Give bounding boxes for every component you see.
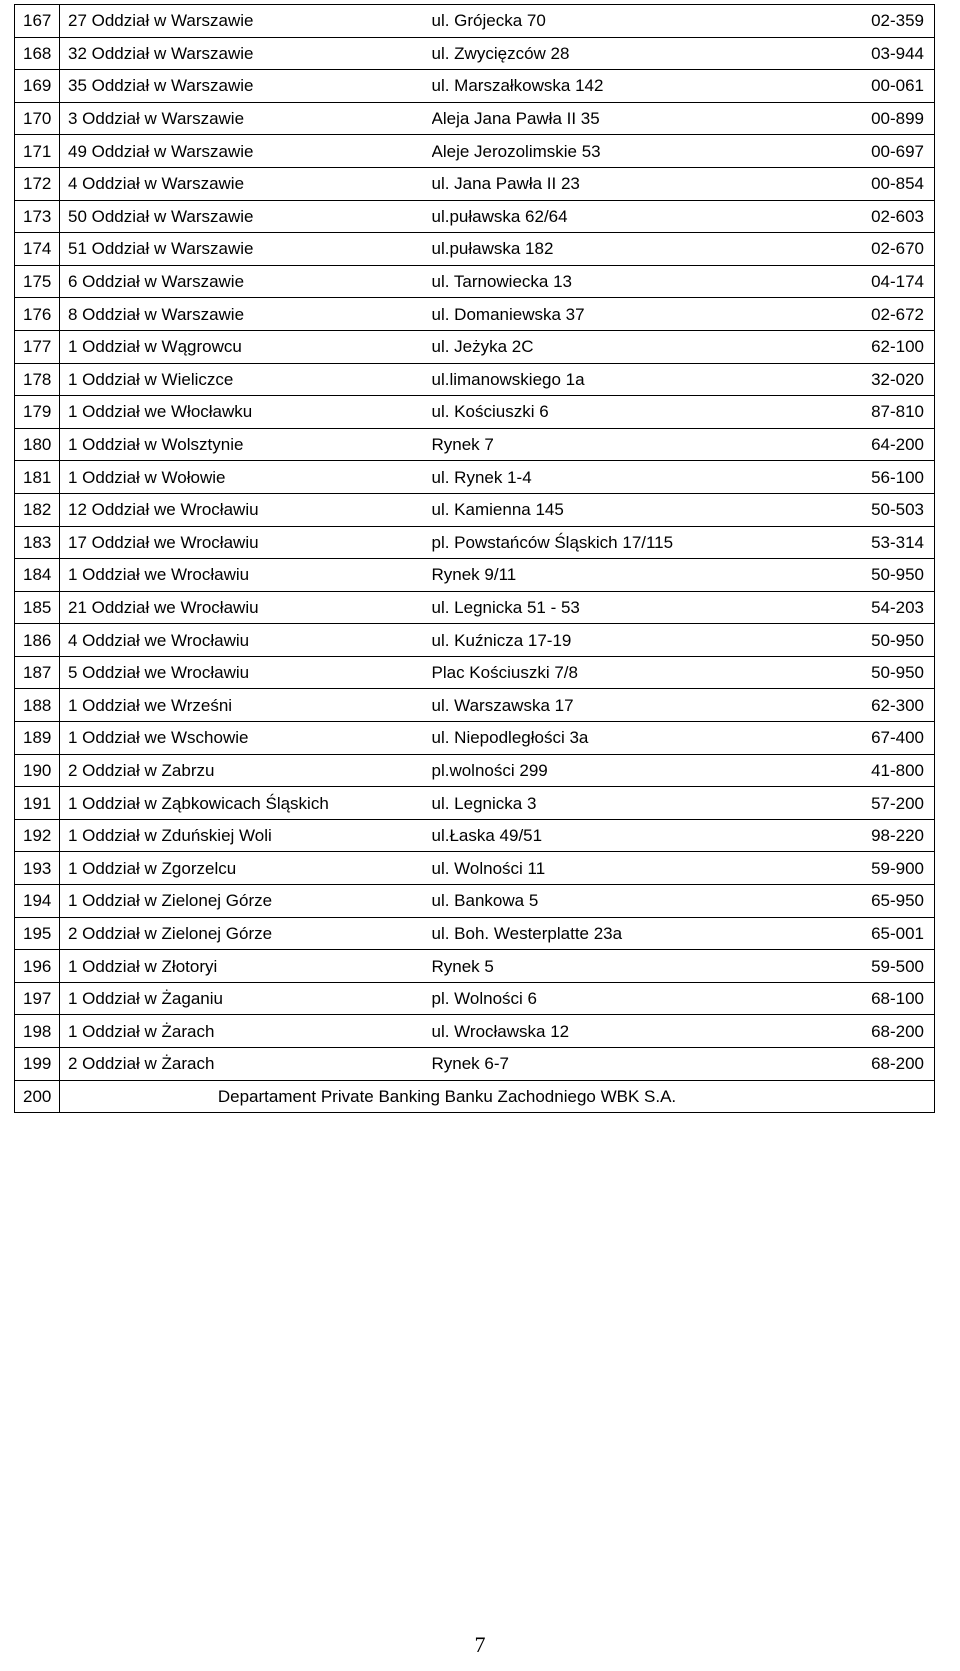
row-number: 180 [15,428,60,461]
branch-name: 1 Oddział w Zielonej Górze [60,885,432,918]
table-row [15,1015,935,1048]
table-row [15,102,935,135]
street-address: ul.limanowskiego 1a [432,363,800,396]
street-address: ul. Legnicka 51 - 53 [432,591,800,624]
row-number: 171 [15,135,60,168]
branch-table [14,4,935,1113]
row-number: 169 [15,70,60,103]
branch-name: 1 Oddział w Złotoryi [60,950,432,983]
street-address: Rynek 5 [432,950,800,983]
table-row [15,787,935,820]
table-row [15,950,935,983]
table-row [15,722,935,755]
branch-name: 32 Oddział w Warszawie [60,37,432,70]
branch-name: 2 Oddział w Żarach [60,1048,432,1081]
street-address: ul. Niepodległości 3a [432,722,800,755]
row-number: 186 [15,624,60,657]
row-number: 190 [15,754,60,787]
street-address: Rynek 9/11 [432,559,800,592]
postal-code: 62-300 [800,689,935,722]
table-row [15,689,935,722]
branch-name: 1 Oddział we Wschowie [60,722,432,755]
branch-name: 1 Oddział w Zgorzelcu [60,852,432,885]
row-number: 174 [15,233,60,266]
street-address: pl. Powstańców Śląskich 17/115 [432,526,800,559]
table-row [15,461,935,494]
street-address: ul. Jeżyka 2C [432,330,800,363]
branch-rows [15,5,935,1081]
street-address: ul.puławska 62/64 [432,200,800,233]
table-row [15,428,935,461]
row-number: 178 [15,363,60,396]
branch-name: 1 Oddział w Żaganiu [60,982,432,1015]
street-address: ul. Tarnowiecka 13 [432,265,800,298]
table-row [15,526,935,559]
postal-code: 00-061 [800,70,935,103]
branch-name: 49 Oddział w Warszawie [60,135,432,168]
table-row [15,624,935,657]
table-row [15,559,935,592]
table-row [15,167,935,200]
table-row [15,754,935,787]
branch-name: 1 Oddział w Wieliczce [60,363,432,396]
table-row [15,265,935,298]
street-address: Rynek 6-7 [432,1048,800,1081]
row-number: 193 [15,852,60,885]
table-row [15,493,935,526]
branch-name: 6 Oddział w Warszawie [60,265,432,298]
postal-code: 65-001 [800,917,935,950]
postal-code: 50-503 [800,493,935,526]
postal-code: 87-810 [800,396,935,429]
row-number: 185 [15,591,60,624]
street-address: ul. Boh. Westerplatte 23a [432,917,800,950]
postal-code: 59-900 [800,852,935,885]
street-address: ul. Jana Pawła II 23 [432,167,800,200]
branch-name: 1 Oddział w Wągrowcu [60,330,432,363]
table-row [15,298,935,331]
branch-name: 12 Oddział we Wrocławiu [60,493,432,526]
postal-code: 68-200 [800,1048,935,1081]
branch-name: 1 Oddział w Wolsztynie [60,428,432,461]
row-number: 182 [15,493,60,526]
branch-name: 21 Oddział we Wrocławiu [60,591,432,624]
row-number: 187 [15,656,60,689]
postal-code: 00-854 [800,167,935,200]
table-row [15,5,935,38]
branch-name: 50 Oddział w Warszawie [60,200,432,233]
street-address: ul.Łaska 49/51 [432,819,800,852]
street-address: ul. Wolności 11 [432,852,800,885]
branch-name: 51 Oddział w Warszawie [60,233,432,266]
branch-name: 17 Oddział we Wrocławiu [60,526,432,559]
branch-name: 4 Oddział we Wrocławiu [60,624,432,657]
row-number: 195 [15,917,60,950]
table-row [15,396,935,429]
table-row [15,70,935,103]
postal-code: 68-200 [800,1015,935,1048]
postal-code: 32-020 [800,363,935,396]
postal-code: 68-100 [800,982,935,1015]
row-number: 168 [15,37,60,70]
postal-code: 02-359 [800,5,935,38]
postal-code: 50-950 [800,624,935,657]
street-address: ul. Zwycięzców 28 [432,37,800,70]
row-number: 173 [15,200,60,233]
postal-code: 65-950 [800,885,935,918]
row-number: 196 [15,950,60,983]
street-address: ul. Marszałkowska 142 [432,70,800,103]
postal-code: 02-603 [800,200,935,233]
postal-code: 00-899 [800,102,935,135]
street-address: ul. Kamienna 145 [432,493,800,526]
row-number: 177 [15,330,60,363]
street-address: ul. Warszawska 17 [432,689,800,722]
branch-name: 35 Oddział w Warszawie [60,70,432,103]
branch-name: 2 Oddział w Zabrzu [60,754,432,787]
branch-name: 1 Oddział we Wrześni [60,689,432,722]
street-address: ul. Bankowa 5 [432,885,800,918]
street-address: ul.puławska 182 [432,233,800,266]
postal-code: 00-697 [800,135,935,168]
postal-code: 41-800 [800,754,935,787]
row-number: 184 [15,559,60,592]
row-number: 183 [15,526,60,559]
row-number: 172 [15,167,60,200]
postal-code: 67-400 [800,722,935,755]
row-number: 175 [15,265,60,298]
page-number: 7 [474,1632,486,1657]
row-number: 170 [15,102,60,135]
postal-code: 54-203 [800,591,935,624]
branch-name: 1 Oddział we Włocławku [60,396,432,429]
row-number: 194 [15,885,60,918]
branch-name: 2 Oddział w Zielonej Górze [60,917,432,950]
postal-code: 53-314 [800,526,935,559]
row-number: 181 [15,461,60,494]
postal-code: 56-100 [800,461,935,494]
table-row [15,37,935,70]
branch-name: 5 Oddział we Wrocławiu [60,656,432,689]
branch-name: 1 Oddział we Wrocławiu [60,559,432,592]
table-row [15,852,935,885]
branch-name: 1 Oddział w Żarach [60,1015,432,1048]
street-address: ul. Domaniewska 37 [432,298,800,331]
row-number: 197 [15,982,60,1015]
branch-name: 8 Oddział w Warszawie [60,298,432,331]
postal-code: 59-500 [800,950,935,983]
row-number: 198 [15,1015,60,1048]
row-number: 200 [15,1080,60,1113]
street-address: Plac Kościuszki 7/8 [432,656,800,689]
table-row [15,330,935,363]
row-number: 189 [15,722,60,755]
table-row [15,819,935,852]
postal-code: 03-944 [800,37,935,70]
street-address: Aleje Jerozolimskie 53 [432,135,800,168]
street-address: ul. Legnicka 3 [432,787,800,820]
table-row [15,591,935,624]
street-address: pl. Wolności 6 [432,982,800,1015]
branch-name: 1 Oddział w Wołowie [60,461,432,494]
department-name: Departament Private Banking Banku Zachodniego WBK S.A. [60,1080,935,1113]
street-address: ul. Rynek 1-4 [432,461,800,494]
street-address: ul. Kościuszki 6 [432,396,800,429]
table-row [15,200,935,233]
row-number: 176 [15,298,60,331]
row-number: 188 [15,689,60,722]
row-number: 167 [15,5,60,38]
postal-code: 64-200 [800,428,935,461]
street-address: Rynek 7 [432,428,800,461]
street-address: ul. Grójecka 70 [432,5,800,38]
table-row [15,233,935,266]
postal-code: 02-670 [800,233,935,266]
branch-name: 4 Oddział w Warszawie [60,167,432,200]
row-number: 192 [15,819,60,852]
table-row [15,885,935,918]
table-row [15,917,935,950]
branch-name: 1 Oddział w Ząbkowicach Śląskich [60,787,432,820]
postal-code: 50-950 [800,559,935,592]
table-row [15,1048,935,1081]
table-row [15,363,935,396]
postal-code: 98-220 [800,819,935,852]
postal-code: 62-100 [800,330,935,363]
street-address: ul. Kuźnicza 17-19 [432,624,800,657]
street-address: Aleja Jana Pawła II 35 [432,102,800,135]
table-row [15,656,935,689]
branch-name: 27 Oddział w Warszawie [60,5,432,38]
postal-code: 02-672 [800,298,935,331]
street-address: pl.wolności 299 [432,754,800,787]
department-row [15,1080,935,1113]
table-row [15,135,935,168]
row-number: 191 [15,787,60,820]
row-number: 179 [15,396,60,429]
row-number: 199 [15,1048,60,1081]
branch-name: 3 Oddział w Warszawie [60,102,432,135]
table-row [15,982,935,1015]
branch-name: 1 Oddział w Zduńskiej Woli [60,819,432,852]
street-address: ul. Wrocławska 12 [432,1015,800,1048]
postal-code: 50-950 [800,656,935,689]
postal-code: 57-200 [800,787,935,820]
postal-code: 04-174 [800,265,935,298]
